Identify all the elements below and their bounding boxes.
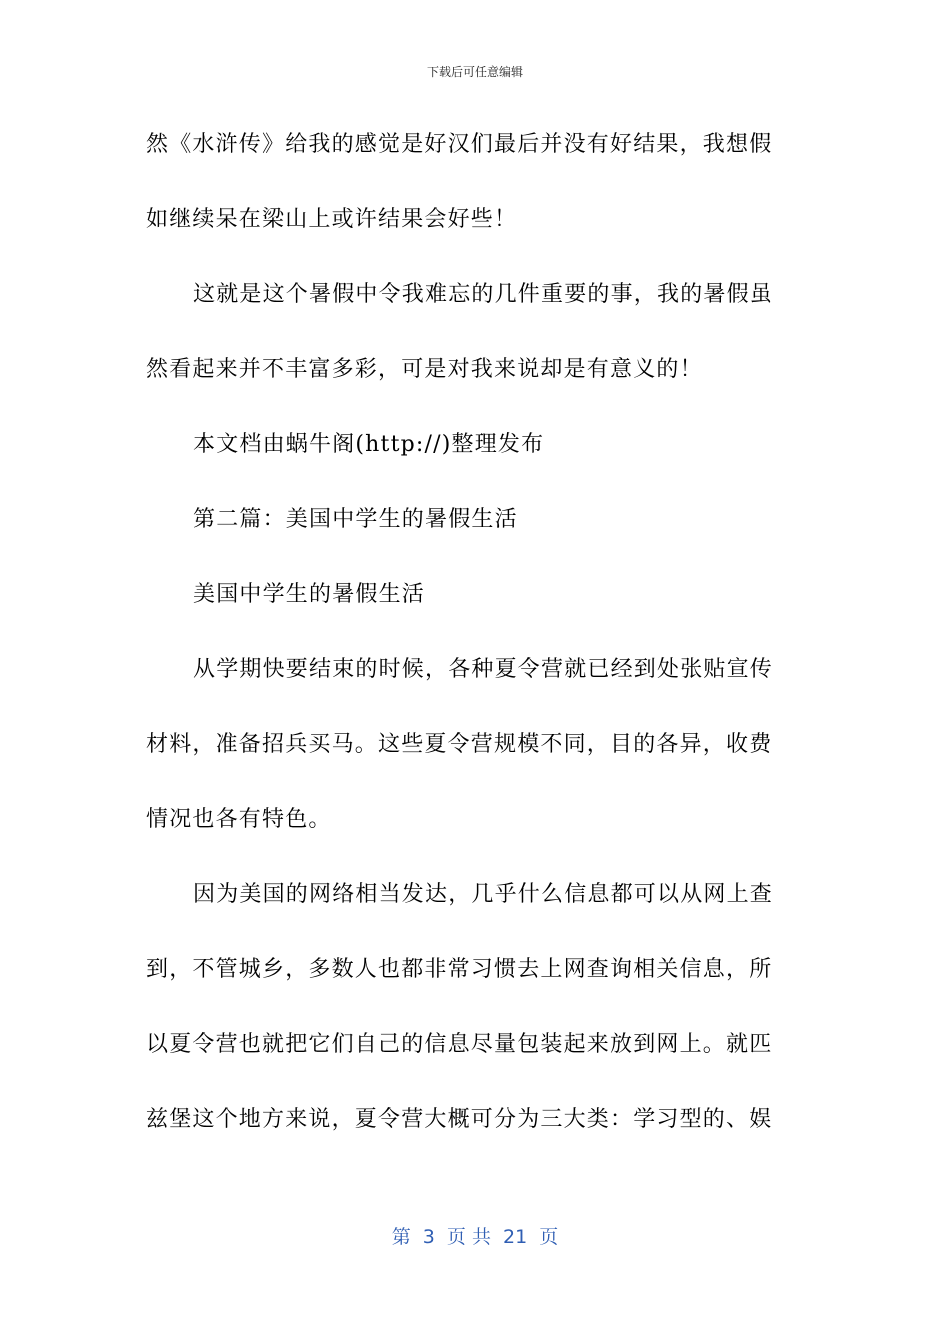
text-line: 以夏令营也就把它们自己的信息尽量包装起来放到网上。就匹 [146, 1032, 773, 1057]
text-line: 从学期快要结束的时候，各种夏令营就已经到处张贴宣传 [193, 657, 774, 682]
text-line: 材料，准备招兵买马。这些夏令营规模不同，目的各异，收费 [146, 732, 773, 757]
text-line: 本文档由蜗牛阁(http://)整理发布 [193, 432, 545, 457]
text-line: 兹堡这个地方来说，夏令营大概可分为三大类：学习型的、娱 [146, 1107, 773, 1132]
text-line: 因为美国的网络相当发达，几乎什么信息都可以从网上查 [193, 882, 774, 907]
text-line: 然《水浒传》给我的感觉是好汉们最后并没有好结果，我想假 [146, 132, 773, 157]
text-line: 如继续呆在梁山上或许结果会好些！ [146, 207, 518, 232]
text-line: 然看起来并不丰富多彩，可是对我来说却是有意义的！ [146, 357, 703, 382]
page-header: 下载后可任意编辑 [426, 65, 523, 79]
text-line: 到，不管城乡，多数人也都非常习惯去上网查询相关信息，所 [146, 957, 773, 982]
text-line: 情况也各有特色。 [146, 807, 332, 832]
page-number-footer: 第 3 页 共 21 页 [391, 1226, 559, 1248]
section-title: 第二篇：美国中学生的暑假生活 [193, 507, 518, 532]
text-line: 这就是这个暑假中令我难忘的几件重要的事，我的暑假虽 [193, 282, 774, 307]
article-title: 美国中学生的暑假生活 [193, 582, 426, 607]
